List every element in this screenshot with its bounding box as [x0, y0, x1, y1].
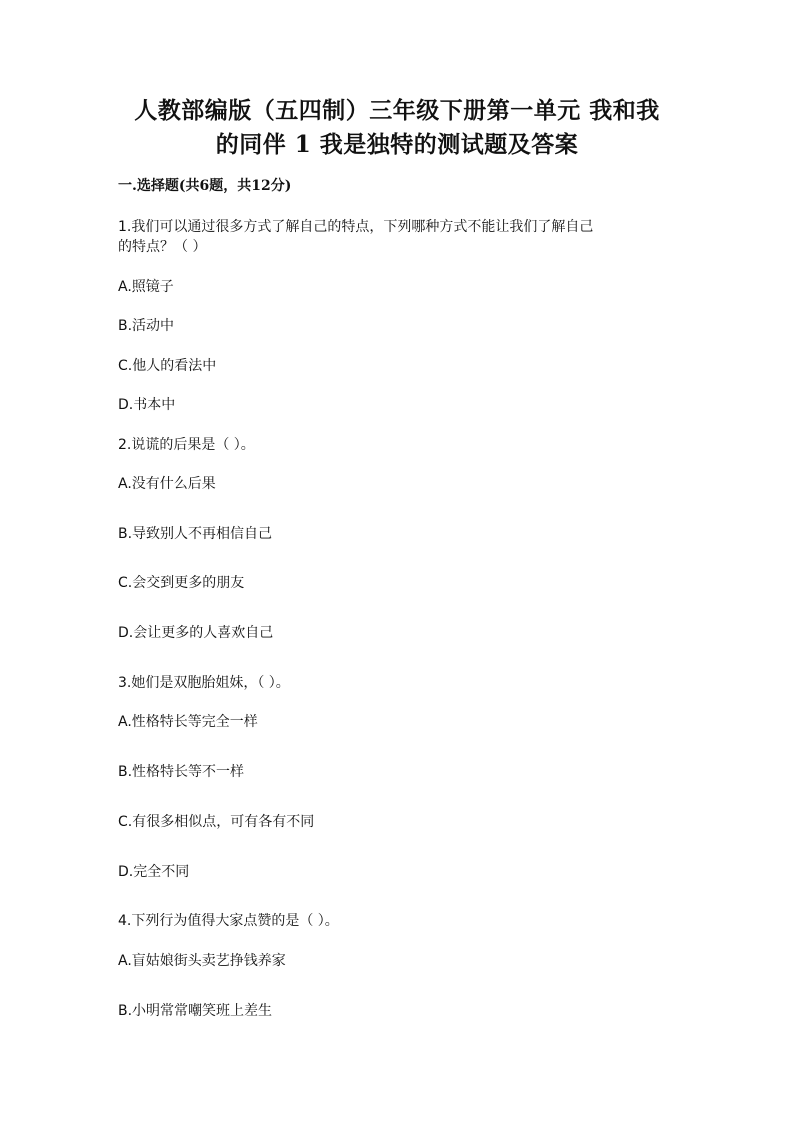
- question-3-stem: 3.她们是双胞胎姐妹，（ ）。: [118, 675, 290, 691]
- question-4-option-a: A.盲姑娘街头卖艺挣钱养家: [118, 953, 286, 969]
- question-2-option-b: B.导致别人不再相信自己: [118, 526, 273, 542]
- section-heading: 一.选择题(共6题，共12分): [118, 178, 292, 194]
- question-1-option-a: A.照镜子: [118, 279, 174, 295]
- question-2-option-c: C.会交到更多的朋友: [118, 575, 245, 591]
- question-3-option-a: A.性格特长等完全一样: [118, 714, 258, 730]
- question-3-option-b: B.性格特长等不一样: [118, 764, 245, 780]
- question-3-option-c: C.有很多相似点，可有各有不同: [118, 814, 315, 830]
- question-4-stem: 4.下列行为值得大家点赞的是（ ）。: [118, 913, 339, 929]
- question-2-option-a: A.没有什么后果: [118, 476, 216, 492]
- question-2-option-d: D.会让更多的人喜欢自己: [118, 625, 274, 641]
- document-title-line-1: 人教部编版（五四制）三年级下册第一单元 我和我: [134, 97, 660, 124]
- question-1-stem-line-1: 1.我们可以通过很多方式了解自己的特点，下列哪种方式不能让我们了解自己: [118, 219, 594, 235]
- document-title-line-2: 的同伴 1 我是独特的测试题及答案: [215, 131, 579, 158]
- question-1-option-d: D.书本中: [118, 397, 176, 413]
- question-1-option-b: B.活动中: [118, 318, 175, 334]
- question-1-option-c: C.他人的看法中: [118, 358, 217, 374]
- question-4-option-b: B.小明常常嘲笑班上差生: [118, 1003, 273, 1019]
- question-3-option-d: D.完全不同: [118, 864, 190, 880]
- question-2-stem: 2.说谎的后果是（ ）。: [118, 437, 255, 453]
- question-1-stem-line-2: 的特点？（ ）: [118, 239, 207, 255]
